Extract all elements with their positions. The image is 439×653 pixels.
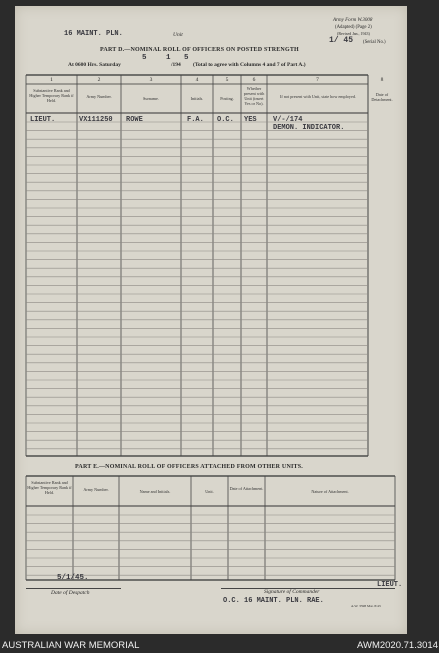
date-day: 5 bbox=[142, 54, 147, 62]
part-e-grid bbox=[15, 6, 407, 634]
e-header-unit: Unit. bbox=[205, 489, 214, 494]
col-header-employment: If not present with Unit, state how employed. bbox=[280, 94, 356, 99]
row1-initials: F.A. bbox=[187, 116, 204, 124]
col-header-present: Whether present with Unit (insert Yes or No). bbox=[243, 86, 265, 106]
col-num-1: 1 bbox=[50, 77, 53, 83]
col-num-5: 5 bbox=[225, 77, 229, 83]
col-num-3: 3 bbox=[149, 77, 153, 83]
unit-label: Unit bbox=[173, 32, 183, 38]
e-header-army-number: Army Number. bbox=[83, 487, 109, 492]
part-e-title: PART E.—NOMINAL ROLL OF OFFICERS ATTACHED FROM OTHER UNITS. bbox=[75, 464, 303, 470]
row2-employment: DEMON. INDICATOR. bbox=[273, 124, 345, 132]
e-header-name: Name and Initials. bbox=[139, 489, 171, 494]
col-num-7: 7 bbox=[316, 77, 319, 83]
commander-rank: LIEUT. bbox=[377, 581, 403, 589]
col-num-8: 8 bbox=[380, 77, 384, 83]
adapted-label: (Adapted) (Page 2) bbox=[335, 25, 372, 30]
army-form-label: Army Form W.3008 bbox=[333, 18, 373, 23]
serial-typed: 1/ 45 bbox=[329, 36, 354, 45]
col-header-posting: Posting. bbox=[220, 96, 234, 101]
col-header-rank: Substantive Rank and Higher Temporary Rank if Held. bbox=[29, 88, 74, 103]
row1-surname: ROWE bbox=[126, 116, 143, 124]
col-num-6: 6 bbox=[252, 77, 256, 83]
date-year: 5 bbox=[184, 54, 189, 62]
despatch-label: Date of Despatch bbox=[51, 590, 90, 596]
form-sheet bbox=[15, 6, 407, 634]
col-num-2: 2 bbox=[97, 77, 101, 83]
part-d-title: PART D.—NOMINAL ROLL OF OFFICERS ON POSTED STRENGTH bbox=[100, 47, 299, 53]
footer-accession-number: AWM2020.71.3014 bbox=[357, 640, 438, 651]
despatch-date: 5/1/45. bbox=[57, 574, 89, 582]
date-suffix: (Total to agree with Columns 4 and 7 of Part A.) bbox=[193, 62, 306, 68]
col-header-surname: Surname. bbox=[143, 96, 159, 101]
revised-label: (Revised Jan., 1943) bbox=[337, 31, 370, 36]
date-prefix: At 0600 Hrs. Saturday bbox=[68, 62, 121, 68]
commander-title: O.C. 16 MAINT. PLN. RAE. bbox=[223, 597, 324, 605]
unit-typed: 16 MAINT. PLN. bbox=[64, 30, 123, 38]
e-header-attachment-date: Date of Attachment. bbox=[229, 486, 264, 491]
footer-institution: AUSTRALIAN WAR MEMORIAL bbox=[2, 640, 140, 651]
despatch-line bbox=[26, 588, 121, 589]
row1-army-number: VX111250 bbox=[79, 116, 113, 124]
e-header-rank: Substantive Rank and Higher Temporary Rank if Held. bbox=[27, 480, 72, 495]
serial-label: (Serial No.) bbox=[363, 40, 386, 45]
col-header-detachment-date: Date of Detachment. bbox=[371, 92, 393, 102]
date-year-prefix: /194 bbox=[171, 62, 181, 68]
row1-employment: V/-/174 bbox=[273, 116, 303, 124]
e-header-attachment-nature: Nature of Attachment. bbox=[311, 489, 349, 494]
row1-present: YES bbox=[244, 116, 257, 124]
row1-rank: LIEUT. bbox=[30, 116, 56, 124]
col-header-army-number: Army Number. bbox=[86, 94, 112, 99]
row1-posting: O.C. bbox=[217, 116, 234, 124]
col-header-initials: Initials. bbox=[190, 96, 204, 101]
date-month: 1 bbox=[166, 54, 171, 62]
archive-footer bbox=[0, 638, 439, 653]
col-num-4: 4 bbox=[195, 77, 199, 83]
printer-mark: A.W. 3598 Mar. 8/43 bbox=[351, 604, 381, 608]
signature-label: Signature of Commander bbox=[264, 589, 320, 595]
